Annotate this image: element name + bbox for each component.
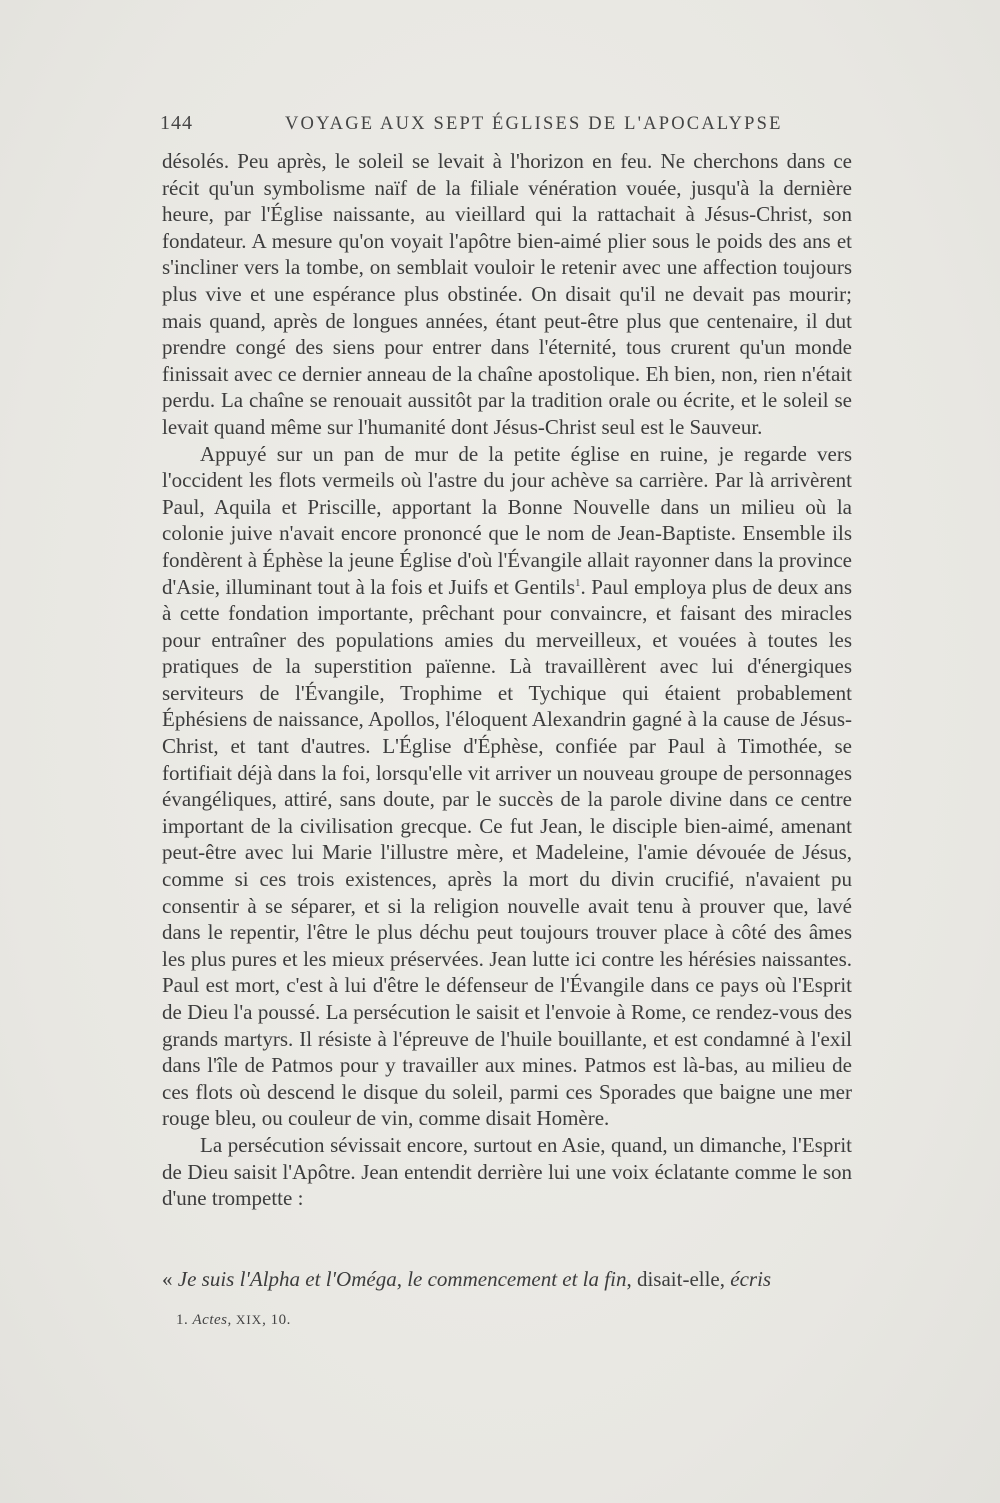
page-number: 144	[160, 112, 193, 134]
quote-roman: , disait-elle,	[626, 1267, 731, 1291]
paragraph-2-part-2: . Paul employa plus de deux ans à cette fondation importante, prêchant pour convaincre, et faisant des miracles pour entraîner des populations amies du merveilleux, et vouées à toutes les pratiques de la superstition païenne. Là travaillèrent avec lui d'énergiques serviteurs de l'Évangile, Trophime et Tychique qui étaient probablement Éphésiens de naissance, Apollos, l'éloquent Alexandrin gagné à la cause de Jésus-Christ, et tant d'autres. L'Église d'Éphèse, confiée par Paul à Timothée, se fortifiait déjà dans la foi, lorsqu'elle vit arriver un nouveau groupe de personnages évangéliques, attiré, sans doute, par le succès de la parole divine dans ce centre important de la civilisation grecque. Ce fut Jean, le disciple bien-aimé, amenant peut-être avec lui Marie l'illustre mère, et Madeleine, l'amie dévouée de Jésus, comme si ces trois existences, après la mort du divin crucifié, n'avaient pu consentir à se séparer, et si la religion nouvelle avait tenu à prouver que, lavé dans le repentir, l'être le plus déchu peut toujours trouver place à côté des âmes les plus pures et les mieux préservées. Jean lutte ici contre les hérésies naissantes. Paul est mort, c'est à lui d'être le défenseur de l'Évangile dans ce pays où l'Esprit de Dieu l'a poussé. La persécution le saisit et l'envoie à Rome, ce rendez-vous des grands martyrs. Il résiste à l'épreuve de l'huile bouillante, et est condamné à l'exil dans l'île de Patmos pour y travailler aux mines. Patmos est là-bas, au milieu de ces flots où descend le disque du soleil, parmi ces Sporades que baigne une mer rouge bleu, ou couleur de vin, comme disait Homère.	[162, 574, 852, 1131]
running-title: VOYAGE AUX SEPT ÉGLISES DE L'APOCALYPSE	[285, 114, 783, 134]
footnote-number: 1.	[176, 1312, 189, 1328]
footnote-marker: 1	[575, 576, 581, 589]
quotation-line	[162, 1266, 852, 1292]
footnote-verse: , 10.	[262, 1312, 291, 1328]
footnote-reference: XIX	[235, 1312, 263, 1327]
paragraph-3: La persécution sévissait encore, surtout en Asie, quand, un dimanche, l'Esprit de Dieu saisit l'Apôtre. Jean entendit derrière lui une voix éclatante comme le son d'une trompette :	[162, 1132, 852, 1211]
footnote: 1. Actes, XIX, 10.	[176, 1312, 291, 1328]
quote-italic-2: écris	[730, 1267, 772, 1291]
page-header	[160, 112, 850, 142]
paragraph-2	[162, 441, 852, 1132]
body-text	[162, 148, 852, 1212]
paragraph-2-part-1: Appuyé sur un pan de mur de la petite église en ruine, je regarde vers l'occident les flots vermeils où l'astre du jour achève sa carrière. Par là arrivèrent Paul, Aquila et Priscille, apportant la Bonne Nouvelle dans un milieu où la colonie juive n'avait encore prononcé que le nom de Jean-Baptiste. Ensemble ils fondèrent à Éphèse la jeune Église d'où l'Évangile allait rayonner dans la province d'Asie, illuminant tout à la fois et Juifs et Gentils	[162, 441, 852, 599]
paragraph-1: désolés. Peu après, le soleil se levait à l'horizon en feu. Ne cherchons dans ce récit qu'un symbolisme naïf de la filiale vénération vouée, jusqu'à la dernière heure, par l'Église naissante, au vieillard qui la rattachait à Jésus-Christ, son fondateur. A mesure qu'on voyait l'apôtre bien-aimé plier sous le poids des ans et s'incliner vers la tombe, on semblait vouloir le retenir avec une affection toujours plus vive et une espérance plus obstinée. On disait qu'il ne devait pas mourir; mais quand, après de longues années, étant peut-être plus que centenaire, il dut prendre congé des siens pour entrer dans l'éternité, tous crurent qu'un monde finissait avec ce dernier anneau de la chaîne apostolique. Eh bien, non, rien n'était perdu. La chaîne se renouait aussitôt par la tradition orale ou écrite, et le soleil se levait quand même sur l'humanité dont Jésus-Christ seul est le Sauveur.	[162, 149, 852, 439]
quote-open-mark: «	[162, 1267, 178, 1291]
quote-italic-1: Je suis l'Alpha et l'Oméga, le commencement et la fin	[177, 1267, 627, 1291]
footnote-source: Actes	[192, 1312, 228, 1328]
